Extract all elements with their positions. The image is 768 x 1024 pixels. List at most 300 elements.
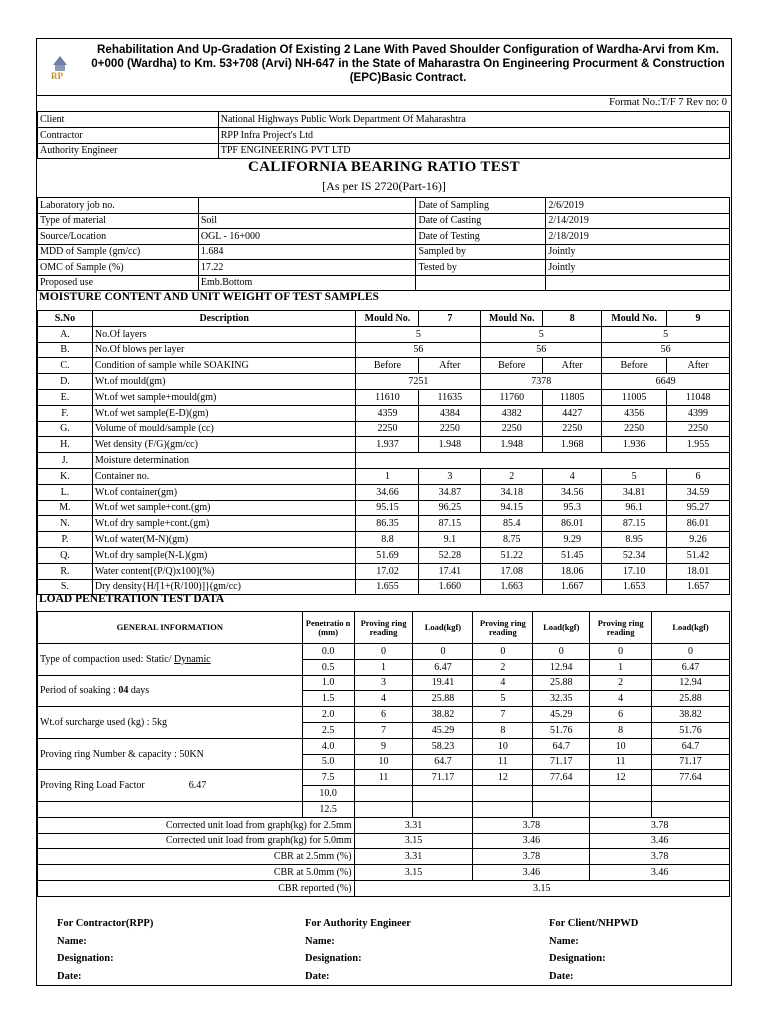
- value-cell: 4427: [543, 405, 602, 421]
- reading-cell: [354, 786, 413, 802]
- sno-cell: N.: [38, 516, 93, 532]
- sample-info-label: Laboratory job no.: [38, 198, 199, 214]
- table-row: [38, 453, 730, 469]
- sample-info-value: Jointly: [546, 244, 730, 260]
- sample-info-label: Sampled by: [416, 244, 546, 260]
- sno-cell: M.: [38, 500, 93, 516]
- reading-cell: 25.88: [413, 691, 473, 707]
- reading-cell: 38.82: [652, 707, 730, 723]
- value-cell: 1.948: [419, 437, 481, 453]
- penetration-cell: 1.5: [302, 691, 354, 707]
- sample-info-label: Date of Testing: [416, 229, 546, 245]
- sno-cell: C.: [38, 358, 93, 374]
- description-cell: Wt.of mould(gm): [92, 374, 356, 390]
- sample-info-label: Date of Sampling: [416, 198, 546, 214]
- test-standard: [As per IS 2720(Part-16)]: [322, 179, 446, 193]
- moisture-section-title: MOISTURE CONTENT AND UNIT WEIGHT OF TEST SAMPLES: [39, 291, 379, 303]
- signature-designation: Designation:: [549, 953, 606, 964]
- reading-cell: [354, 801, 413, 817]
- blank-cell: [356, 453, 730, 469]
- result-label: CBR at 2.5mm (%): [38, 849, 355, 865]
- mould-number-1: 7: [419, 311, 481, 327]
- value-cell: 52.34: [602, 547, 667, 563]
- mould-number-2: 8: [543, 311, 602, 327]
- format-number: Format No.:T/F 7 Rev no: 0: [609, 97, 727, 108]
- table-row: [38, 275, 730, 291]
- sno-cell: H.: [38, 437, 93, 453]
- reading-cell: 7: [473, 707, 533, 723]
- value-cell: After: [667, 358, 730, 374]
- penetration-cell: 7.5: [302, 770, 354, 786]
- penetration-cell: 2.5: [302, 722, 354, 738]
- value-cell: 1.948: [481, 437, 543, 453]
- value-cell: 34.18: [481, 484, 543, 500]
- table-row: [38, 707, 730, 723]
- reading-cell: [413, 786, 473, 802]
- value-cell: 4384: [419, 405, 481, 421]
- value-cell: 18.01: [667, 563, 730, 579]
- authority-label: Authority Engineer: [38, 143, 219, 159]
- table-row: [38, 112, 730, 128]
- contractor-signature-block: [57, 915, 153, 985]
- reading-cell: 7: [354, 722, 413, 738]
- sample-info-label: OMC of Sample (%): [38, 260, 199, 276]
- value-cell: 17.41: [419, 563, 481, 579]
- reading-cell: 38.82: [413, 707, 473, 723]
- value-cell: 8.95: [602, 532, 667, 548]
- mould-value-cell: 5: [602, 326, 730, 342]
- value-cell: 9.26: [667, 532, 730, 548]
- reading-cell: 58.23: [413, 738, 473, 754]
- value-cell: 4356: [602, 405, 667, 421]
- reading-cell: 51.76: [652, 722, 730, 738]
- reading-cell: [652, 786, 730, 802]
- value-cell: 2250: [602, 421, 667, 437]
- penetration-cell: 4.0: [302, 738, 354, 754]
- cbr-reported-label: CBR reported (%): [38, 880, 355, 896]
- penetration-cell: 5.0: [302, 754, 354, 770]
- value-cell: 87.15: [602, 516, 667, 532]
- value-cell: 11805: [543, 389, 602, 405]
- mould-value-cell: 56: [602, 342, 730, 358]
- sample-info-value: 17.22: [198, 260, 416, 276]
- sample-info-value: 1.684: [198, 244, 416, 260]
- result-label: Corrected unit load from graph(kg) for 2.5mm: [38, 817, 355, 833]
- reading-cell: [533, 801, 590, 817]
- description-cell: Water content[(P/Q)x100](%): [92, 563, 356, 579]
- reading-cell: 45.29: [533, 707, 590, 723]
- result-row: [38, 880, 730, 896]
- result-row: [38, 865, 730, 881]
- reading-cell: 0: [533, 644, 590, 660]
- authority-value: TPF ENGINEERING PVT LTD: [218, 143, 729, 159]
- reading-cell: 25.88: [652, 691, 730, 707]
- general-info-unit: days: [128, 685, 150, 697]
- result-value: 3.46: [473, 833, 590, 849]
- description-cell: Wt.of water(M-N)(gm): [92, 532, 356, 548]
- value-cell: 51.45: [543, 547, 602, 563]
- value-cell: 95.15: [356, 500, 419, 516]
- sample-info-label: MDD of Sample (gm/cc): [38, 244, 199, 260]
- value-cell: 95.27: [667, 500, 730, 516]
- reading-cell: [652, 801, 730, 817]
- value-cell: 11635: [419, 389, 481, 405]
- reading-cell: [533, 786, 590, 802]
- penetration-cell: 0.5: [302, 659, 354, 675]
- result-row: [38, 833, 730, 849]
- reading-cell: 6: [590, 707, 652, 723]
- value-cell: 95.3: [543, 500, 602, 516]
- general-info-label: Proving ring Number & capacity : 50KN: [40, 748, 204, 760]
- result-value: 3.46: [590, 833, 730, 849]
- general-info-value: Dynamic: [174, 653, 211, 665]
- table-row: [38, 311, 730, 327]
- table-row: [38, 500, 730, 516]
- sample-info-label: Type of material: [38, 213, 199, 229]
- sno-cell: D.: [38, 374, 93, 390]
- table-row: [38, 484, 730, 500]
- reading-cell: [473, 801, 533, 817]
- table-row: [38, 358, 730, 374]
- sno-cell: E.: [38, 389, 93, 405]
- sno-cell: A.: [38, 326, 93, 342]
- table-row: [38, 260, 730, 276]
- reading-cell: [413, 801, 473, 817]
- description-cell: Dry density{H/[1+(R/100)]}(gm/cc): [92, 579, 356, 595]
- value-cell: 11760: [481, 389, 543, 405]
- value-cell: 94.15: [481, 500, 543, 516]
- reading-cell: 3: [354, 675, 413, 691]
- description-cell: Moisture determination: [92, 453, 356, 469]
- sample-info-value: Jointly: [546, 260, 730, 276]
- table-row: [38, 405, 730, 421]
- value-cell: 4: [543, 468, 602, 484]
- sno-cell: K.: [38, 468, 93, 484]
- document-header: [37, 39, 731, 96]
- general-info-value: 04: [118, 685, 129, 697]
- value-cell: 4359: [356, 405, 419, 421]
- sno-cell: P.: [38, 532, 93, 548]
- sno-cell: J.: [38, 453, 93, 469]
- moisture-table: [37, 310, 730, 595]
- value-cell: 9.1: [419, 532, 481, 548]
- value-cell: 1.937: [356, 437, 419, 453]
- table-row: [38, 801, 730, 817]
- value-cell: 17.08: [481, 563, 543, 579]
- result-value: 3.78: [473, 849, 590, 865]
- value-cell: 2250: [419, 421, 481, 437]
- signature-title: For Client/NHPWD: [549, 918, 639, 929]
- table-row: [38, 326, 730, 342]
- sample-info-value: 2/14/2019: [546, 213, 730, 229]
- client-label: Client: [38, 112, 219, 128]
- value-cell: 86.01: [667, 516, 730, 532]
- table-row: [38, 612, 730, 644]
- result-value: 3.78: [590, 849, 730, 865]
- description-cell: Wt.of dry sample(N-L)(gm): [92, 547, 356, 563]
- sample-info-label: Source/Location: [38, 229, 199, 245]
- sample-info-label: Proposed use: [38, 275, 199, 291]
- value-cell: 96.1: [602, 500, 667, 516]
- general-info-label: Type of compaction used: Static/: [40, 653, 174, 665]
- description-cell: Condition of sample while SOAKING: [92, 358, 356, 374]
- sample-info-value: 2/6/2019: [546, 198, 730, 214]
- signature-designation: Designation:: [305, 953, 362, 964]
- value-cell: After: [419, 358, 481, 374]
- general-info-label: Period of soaking :: [40, 685, 119, 697]
- value-cell: Before: [356, 358, 419, 374]
- table-row: [38, 437, 730, 453]
- reading-cell: 2: [473, 659, 533, 675]
- sno-cell: S.: [38, 579, 93, 595]
- test-sheet: [36, 38, 732, 986]
- result-row: [38, 849, 730, 865]
- value-cell: 51.22: [481, 547, 543, 563]
- mould-value-cell: 7251: [356, 374, 481, 390]
- value-cell: 96.25: [419, 500, 481, 516]
- reading-cell: 11: [354, 770, 413, 786]
- mould-label-1: Mould No.: [356, 311, 419, 327]
- table-row: [38, 770, 730, 786]
- reading-cell: 19.41: [413, 675, 473, 691]
- load-header-3: Load(kgf): [652, 612, 730, 644]
- signature-name: Name:: [57, 935, 87, 947]
- authority-signature-block: [305, 915, 411, 985]
- load-penetration-table: [37, 611, 730, 897]
- value-cell: 18.06: [543, 563, 602, 579]
- reading-cell: 12.94: [533, 659, 590, 675]
- description-header: Description: [92, 311, 356, 327]
- value-cell: 51.69: [356, 547, 419, 563]
- reading-cell: 10: [354, 754, 413, 770]
- description-cell: Wt.of dry sample+cont.(gm): [92, 516, 356, 532]
- value-cell: 86.35: [356, 516, 419, 532]
- description-cell: No.Of blows per layer: [92, 342, 356, 358]
- mould-value-cell: 56: [356, 342, 481, 358]
- reading-cell: [590, 786, 652, 802]
- table-row: [38, 547, 730, 563]
- result-value: 3.46: [473, 865, 590, 881]
- value-cell: 34.59: [667, 484, 730, 500]
- value-cell: 1.660: [419, 579, 481, 595]
- general-info-cell: [38, 707, 303, 739]
- value-cell: 1.653: [602, 579, 667, 595]
- table-row: [38, 213, 730, 229]
- reading-cell: 8: [473, 722, 533, 738]
- reading-cell: 64.7: [413, 754, 473, 770]
- value-cell: After: [543, 358, 602, 374]
- result-value: 3.78: [473, 817, 590, 833]
- value-cell: 1.663: [481, 579, 543, 595]
- reading-cell: 4: [590, 691, 652, 707]
- reading-cell: 0: [413, 644, 473, 660]
- general-info-label: Wt.of surcharge used (kg) : 5kg: [40, 716, 168, 728]
- sample-info-value: OGL - 16+000: [198, 229, 416, 245]
- value-cell: 34.66: [356, 484, 419, 500]
- parties-table: [37, 111, 730, 159]
- load-header-1: Load(kgf): [413, 612, 473, 644]
- value-cell: 17.02: [356, 563, 419, 579]
- signature-date: Date:: [305, 970, 330, 982]
- value-cell: 11048: [667, 389, 730, 405]
- blank-cell: [38, 801, 303, 817]
- value-cell: 5: [602, 468, 667, 484]
- general-info-label: Proving Ring Load Factor: [40, 780, 145, 792]
- mould-value-cell: 5: [356, 326, 481, 342]
- reading-cell: 0: [652, 644, 730, 660]
- reading-cell: 6.47: [652, 659, 730, 675]
- table-row: [38, 244, 730, 260]
- reading-cell: 1: [354, 659, 413, 675]
- result-label: CBR at 5.0mm (%): [38, 865, 355, 881]
- ring-reading-header-1: Proving ring reading: [354, 612, 413, 644]
- result-value: 3.31: [354, 849, 473, 865]
- client-signature-block: [549, 915, 638, 985]
- description-cell: Container no.: [92, 468, 356, 484]
- value-cell: 1.936: [602, 437, 667, 453]
- general-info-cell: [38, 644, 303, 676]
- load-section-title: LOAD PENETRATION TEST DATA: [39, 593, 225, 605]
- reading-cell: 1: [590, 659, 652, 675]
- value-cell: 34.81: [602, 484, 667, 500]
- reading-cell: 71.17: [533, 754, 590, 770]
- reading-cell: 10: [590, 738, 652, 754]
- value-cell: 2250: [667, 421, 730, 437]
- description-cell: Wt.of container(gm): [92, 484, 356, 500]
- penetration-cell: 12.5: [302, 801, 354, 817]
- reading-cell: 11: [473, 754, 533, 770]
- signature-date: Date:: [549, 970, 574, 982]
- table-row: [38, 374, 730, 390]
- result-label: Corrected unit load from graph(kg) for 5.0mm: [38, 833, 355, 849]
- sample-info-value: [198, 198, 416, 214]
- description-cell: No.Of layers: [92, 326, 356, 342]
- table-row: [38, 342, 730, 358]
- general-info-cell: [38, 675, 303, 707]
- signature-name: Name:: [549, 935, 579, 947]
- signature-title: For Contractor(RPP): [57, 918, 154, 929]
- reading-cell: 77.64: [652, 770, 730, 786]
- description-cell: Wt.of wet sample+mould(gm): [92, 389, 356, 405]
- sno-header: S.No: [38, 311, 93, 327]
- table-row: [38, 127, 730, 143]
- penetration-cell: 1.0: [302, 675, 354, 691]
- ring-reading-header-3: Proving ring reading: [590, 612, 652, 644]
- table-row: [38, 516, 730, 532]
- reading-cell: 0: [354, 644, 413, 660]
- value-cell: 34.87: [419, 484, 481, 500]
- reading-cell: 2: [590, 675, 652, 691]
- contractor-value: RPP Infra Project's Ltd: [218, 127, 729, 143]
- value-cell: 51.42: [667, 547, 730, 563]
- value-cell: Before: [481, 358, 543, 374]
- mould-number-3: 9: [667, 311, 730, 327]
- mould-value-cell: 56: [481, 342, 602, 358]
- reading-cell: 8: [590, 722, 652, 738]
- reading-cell: 5: [473, 691, 533, 707]
- value-cell: 8.75: [481, 532, 543, 548]
- reading-cell: 64.7: [533, 738, 590, 754]
- value-cell: 85.4: [481, 516, 543, 532]
- sample-info-value: 2/18/2019: [546, 229, 730, 245]
- table-row: [38, 738, 730, 754]
- value-cell: 4399: [667, 405, 730, 421]
- value-cell: 9.29: [543, 532, 602, 548]
- reading-cell: 25.88: [533, 675, 590, 691]
- sample-info-value: Soil: [198, 213, 416, 229]
- ring-reading-header-2: Proving ring reading: [473, 612, 533, 644]
- reading-cell: 71.17: [652, 754, 730, 770]
- load-header-2: Load(kgf): [533, 612, 590, 644]
- reading-cell: 12: [473, 770, 533, 786]
- reading-cell: 6.47: [413, 659, 473, 675]
- reading-cell: 4: [354, 691, 413, 707]
- value-cell: 86.01: [543, 516, 602, 532]
- signature-date: Date:: [57, 970, 82, 982]
- value-cell: 52.28: [419, 547, 481, 563]
- test-title: CALIFORNIA BEARING RATIO TEST: [248, 159, 520, 175]
- mould-label-2: Mould No.: [481, 311, 543, 327]
- contractor-label: Contractor: [38, 127, 219, 143]
- cbr-reported-value: 3.15: [354, 880, 729, 896]
- value-cell: 87.15: [419, 516, 481, 532]
- sno-cell: F.: [38, 405, 93, 421]
- reading-cell: 45.29: [413, 722, 473, 738]
- sample-info-label: Tested by: [416, 260, 546, 276]
- signature-designation: Designation:: [57, 953, 114, 964]
- mould-value-cell: 7378: [481, 374, 602, 390]
- description-cell: Wet density (F/G)(gm/cc): [92, 437, 356, 453]
- value-cell: 34.56: [543, 484, 602, 500]
- general-info-cell: [38, 770, 303, 802]
- reading-cell: 10: [473, 738, 533, 754]
- signature-title: For Authority Engineer: [305, 918, 411, 929]
- reading-cell: 6: [354, 707, 413, 723]
- value-cell: 11005: [602, 389, 667, 405]
- reading-cell: 71.17: [413, 770, 473, 786]
- sno-cell: G.: [38, 421, 93, 437]
- value-cell: 2250: [543, 421, 602, 437]
- table-row: [38, 198, 730, 214]
- sno-cell: Q.: [38, 547, 93, 563]
- signature-name: Name:: [305, 935, 335, 947]
- reading-cell: 77.64: [533, 770, 590, 786]
- value-cell: 1.657: [667, 579, 730, 595]
- result-value: 3.31: [354, 817, 473, 833]
- mould-label-3: Mould No.: [602, 311, 667, 327]
- reading-cell: 64.7: [652, 738, 730, 754]
- mould-value-cell: 6649: [602, 374, 730, 390]
- reading-cell: 0: [473, 644, 533, 660]
- value-cell: 3: [419, 468, 481, 484]
- penetration-header: Penetratio n (mm): [302, 612, 354, 644]
- value-cell: 6: [667, 468, 730, 484]
- table-row: [38, 532, 730, 548]
- value-cell: 1.968: [543, 437, 602, 453]
- penetration-cell: 10.0: [302, 786, 354, 802]
- description-cell: Volume of mould/sample (cc): [92, 421, 356, 437]
- company-logo-icon: [47, 53, 73, 81]
- penetration-cell: 0.0: [302, 644, 354, 660]
- value-cell: 1.667: [543, 579, 602, 595]
- value-cell: 1.655: [356, 579, 419, 595]
- value-cell: 17.10: [602, 563, 667, 579]
- result-value: 3.78: [590, 817, 730, 833]
- reading-cell: [590, 801, 652, 817]
- description-cell: Wt.of wet sample(E-D)(gm): [92, 405, 356, 421]
- reading-cell: 12: [590, 770, 652, 786]
- reading-cell: [473, 786, 533, 802]
